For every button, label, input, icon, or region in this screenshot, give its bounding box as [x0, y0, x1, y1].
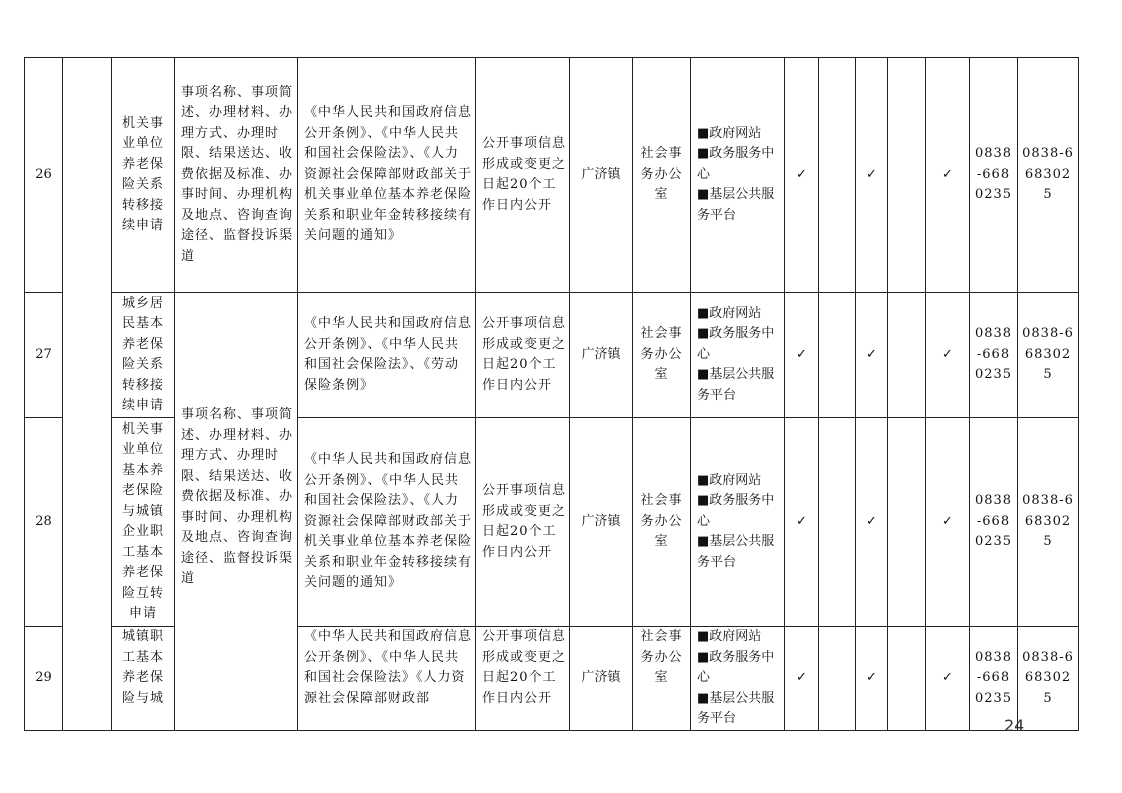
empty-cell: [888, 293, 926, 418]
empty-cell: [819, 627, 856, 731]
subject-cell: 广济镇: [570, 627, 633, 731]
phone-cell: 0838-6680235: [970, 627, 1018, 731]
department-cell: 社会事务办公室: [633, 627, 691, 731]
channel-item: ■基层公共服务平台: [697, 690, 775, 726]
item-name: 机关事业单位养老保险关系转移接续申请: [112, 58, 175, 293]
timing-cell: 公开事项信息形成或变更之日起20个工作日内公开: [476, 418, 570, 627]
check-mark-icon: ✓: [785, 627, 819, 731]
phone-cell: 0838-6680235: [970, 418, 1018, 627]
empty-cell: [819, 418, 856, 627]
empty-cell: [819, 293, 856, 418]
basis-cell: 《中华人民共和国政府信息公开条例》、《中华人民共和国社会保险法》、《人力资源社会保障部财政部关于机关事业单位基本养老保险关系和职业年金转移接续有关问题的通知》: [298, 418, 476, 627]
item-name: 城镇职工基本养老保险与城: [112, 627, 175, 731]
phone-cell: 0838-6680235: [970, 58, 1018, 293]
basis-cell: 《中华人民共和国政府信息公开条例》、《中华人民共和国社会保险法》、《劳动保险条例》: [298, 293, 476, 418]
check-mark-icon: ✓: [856, 293, 888, 418]
subject-cell: 广济镇: [570, 293, 633, 418]
timing-cell: 公开事项信息形成或变更之日起20个工作日内公开: [476, 293, 570, 418]
department-cell: 社会事务办公室: [633, 418, 691, 627]
channels-cell: [691, 418, 785, 627]
subject-cell: 广济镇: [570, 58, 633, 293]
complaint-phone-cell: 0838-6683025: [1018, 418, 1079, 627]
channels-cell: [691, 627, 785, 731]
channel-item: ■政府网站: [697, 125, 762, 141]
channel-item: ■政府网站: [697, 472, 762, 488]
complaint-phone-cell: 0838-6683025: [1018, 627, 1079, 731]
table-row: [25, 293, 1079, 418]
channel-item: ■基层公共服务平台: [697, 187, 775, 223]
page-number: 24: [1004, 716, 1025, 735]
channel-item: ■政务服务中心: [697, 326, 775, 362]
table-row: [25, 58, 1079, 293]
basis-cell: 《中华人民共和国政府信息公开条例》、《中华人民共和国社会保险法》《人力资源社会保障部财政部: [298, 627, 476, 731]
check-mark-icon: ✓: [856, 627, 888, 731]
channel-item: ■基层公共服务平台: [697, 534, 775, 570]
item-name: 机关事业单位基本养老保险与城镇企业职工基本养老保险互转申请: [112, 418, 175, 627]
department-cell: 社会事务办公室: [633, 293, 691, 418]
channel-item: ■基层公共服务平台: [697, 367, 775, 403]
channel-item: ■政务服务中心: [697, 146, 775, 182]
row-number: 29: [25, 627, 63, 731]
row-number: 28: [25, 418, 63, 627]
check-mark-icon: ✓: [785, 58, 819, 293]
channel-item: ■政务服务中心: [697, 493, 775, 529]
check-mark-icon: ✓: [926, 58, 970, 293]
complaint-phone-cell: 0838-6683025: [1018, 58, 1079, 293]
complaint-phone-cell: 0838-6683025: [1018, 293, 1079, 418]
phone-cell: 0838-6680235: [970, 293, 1018, 418]
check-mark-icon: ✓: [785, 418, 819, 627]
channels-cell: [691, 58, 785, 293]
channel-item: ■政务服务中心: [697, 649, 775, 685]
row-number: 27: [25, 293, 63, 418]
channel-item: ■政府网站: [697, 305, 762, 321]
channel-item: ■政府网站: [697, 629, 762, 644]
check-mark-icon: ✓: [926, 293, 970, 418]
category-cell: [63, 58, 112, 731]
department-cell: 社会事务办公室: [633, 58, 691, 293]
timing-cell: 公开事项信息形成或变更之日起20个工作日内公开: [476, 627, 570, 731]
empty-cell: [888, 627, 926, 731]
disclosure-table: [24, 57, 1079, 731]
channels-cell: [691, 293, 785, 418]
content-cell: 事项名称、事项简述、办理材料、办理方式、办理时限、结果送达、收费依据及标准、办事时间、办理机构及地点、咨询查询途径、监督投诉渠道: [175, 58, 298, 293]
basis-cell: 《中华人民共和国政府信息公开条例》、《中华人民共和国社会保险法》、《人力资源社会保障部财政部关于机关事业单位基本养老保险关系和职业年金转移接续有关问题的通知》: [298, 58, 476, 293]
subject-cell: 广济镇: [570, 418, 633, 627]
empty-cell: [888, 58, 926, 293]
check-mark-icon: ✓: [856, 58, 888, 293]
check-mark-icon: ✓: [926, 418, 970, 627]
check-mark-icon: ✓: [926, 627, 970, 731]
empty-cell: [888, 418, 926, 627]
item-name: 城乡居民基本养老保险关系转移接续申请: [112, 293, 175, 418]
empty-cell: [819, 58, 856, 293]
check-mark-icon: ✓: [785, 293, 819, 418]
row-number: 26: [25, 58, 63, 293]
content-cell: 事项名称、事项简述、办理材料、办理方式、办理时限、结果送达、收费依据及标准、办事时间、办理机构及地点、咨询查询途径、监督投诉渠道: [175, 293, 298, 731]
timing-cell: 公开事项信息形成或变更之日起20个工作日内公开: [476, 58, 570, 293]
check-mark-icon: ✓: [856, 418, 888, 627]
